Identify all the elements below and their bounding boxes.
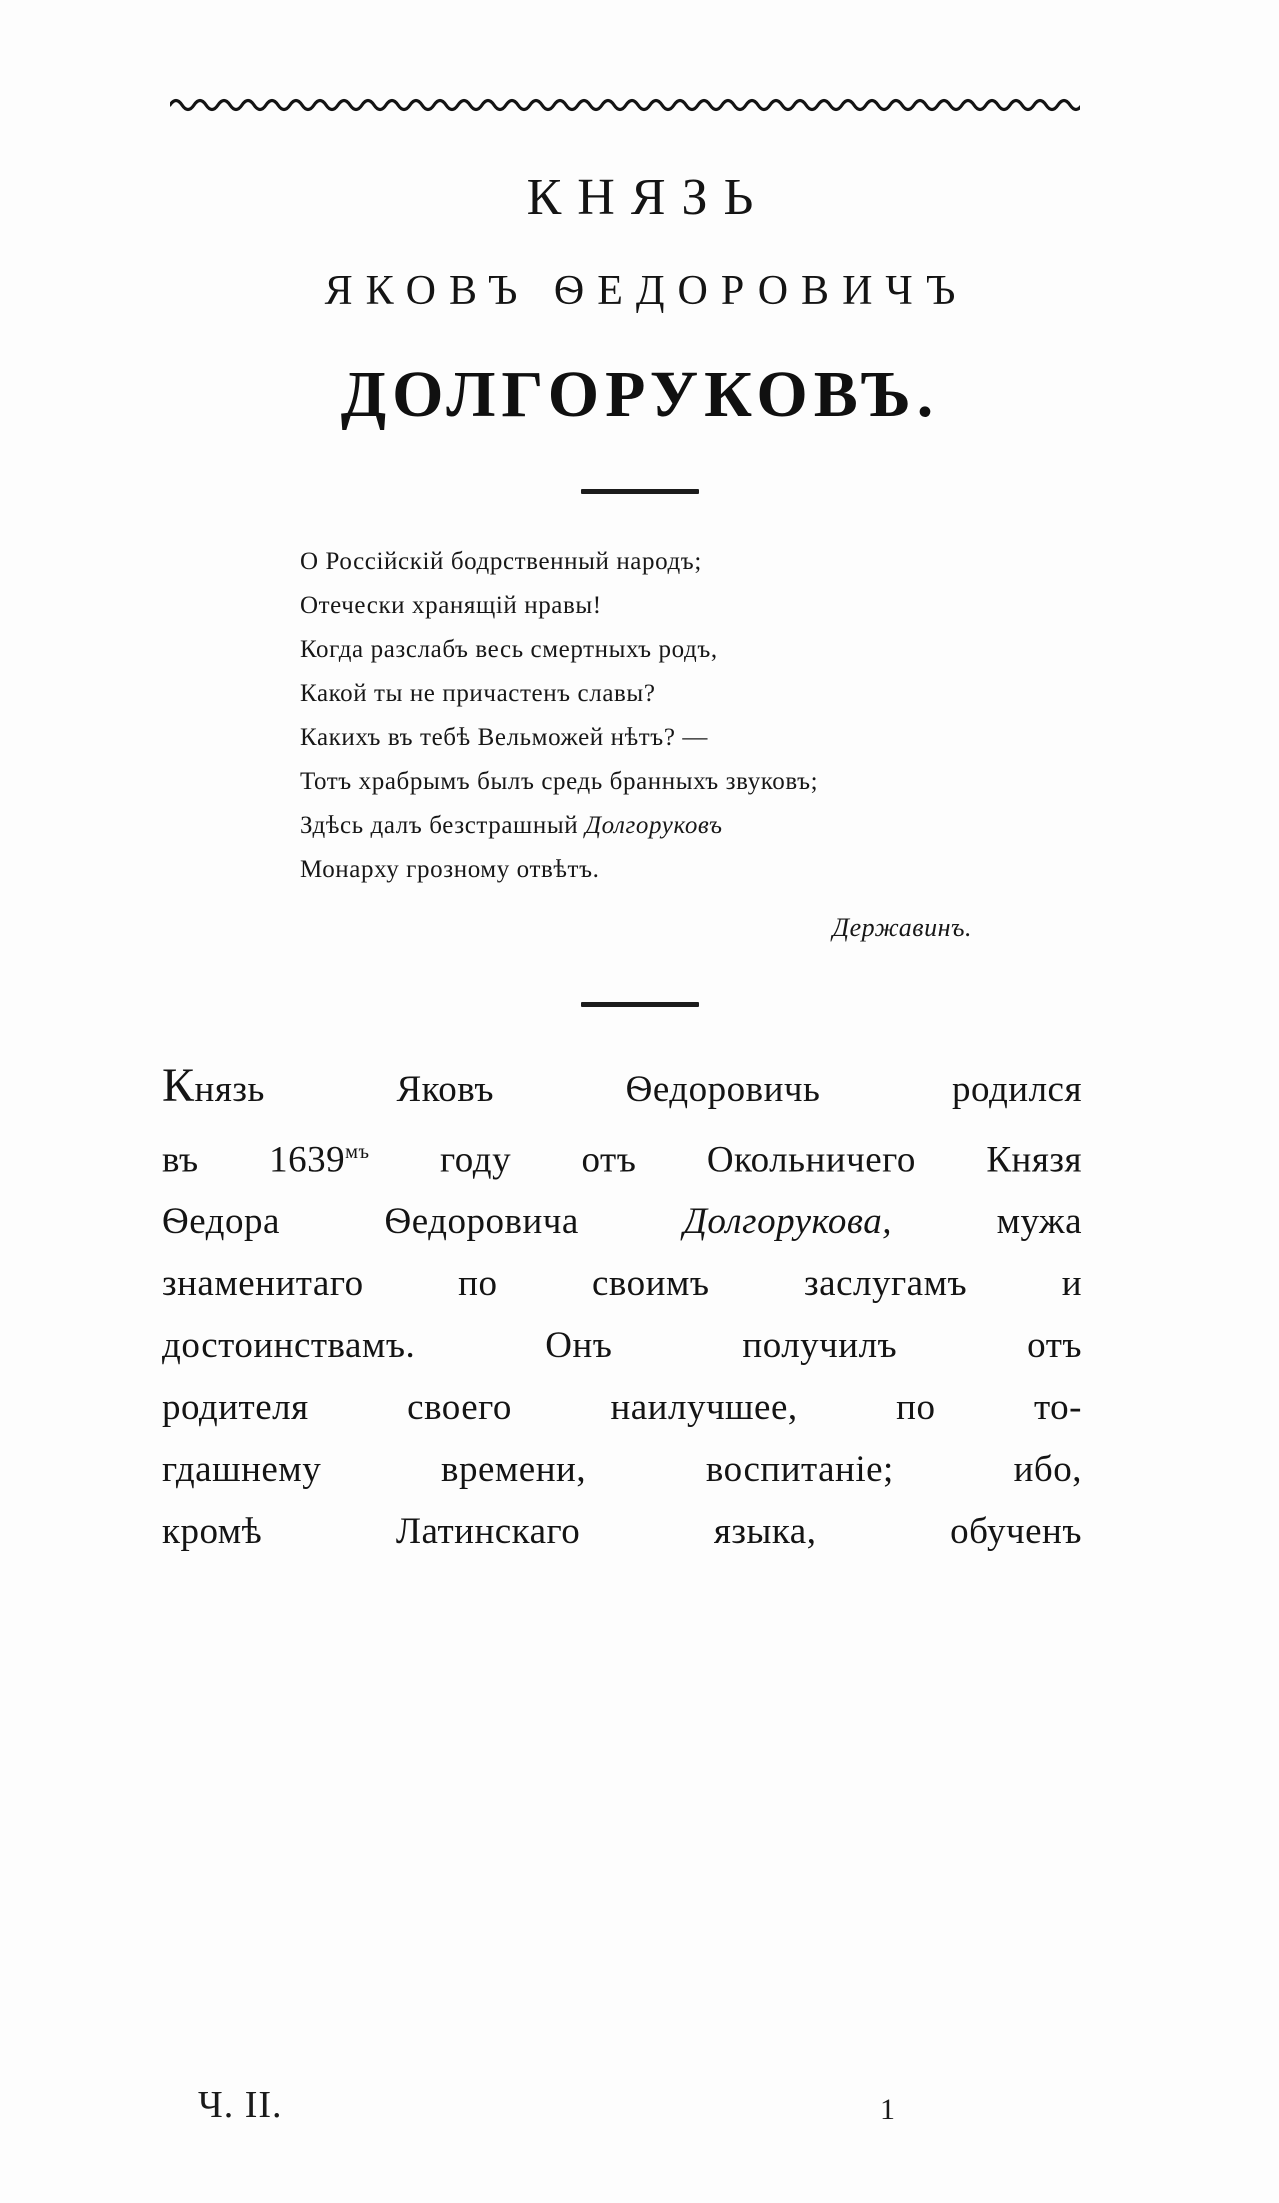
epigraph-block [300,540,1000,950]
page-number: 1 [880,2093,895,2126]
epigraph-attribution: Державинъ. [832,913,972,942]
epigraph-line: Монарху грозному отвѣтъ. [300,856,600,883]
epigraph-line: Какой ты не причастенъ славы? [300,680,656,707]
epigraph-line [300,804,1000,848]
body-line-2-b: году отъ Окольничего Князя [369,1139,1083,1181]
title-block [150,168,1130,433]
body-line-2-a: въ 1639 [162,1139,346,1181]
epigraph-line: Какихъ въ тебѣ Вельможей нѣтъ? — [300,724,708,751]
title-line-1: КНЯЗЬ [526,169,770,226]
signature-mark: Ч. II. [198,2084,283,2126]
epigraph-line: Отечески хранящій нравы! [300,592,602,619]
body-line-1-rest: нязь Яковъ Ѳедоровичь родился [194,1069,1082,1110]
wavy-rule-ornament [170,90,1080,116]
title-line-3: ДОЛГОРУКОВЪ. [340,358,940,431]
body-text [162,1055,1082,1563]
page-content [150,60,1130,1563]
body-line-1 [162,1055,1082,1121]
epigraph-line-7-pre: Здѣсь далъ безстрашный [300,812,586,839]
title-line-2: ЯКОВЪ ѲЕДОРОВИЧЪ [324,268,969,314]
epigraph-line: О Россійскій бодрственный народъ; [300,548,702,575]
epigraph-line: Тотъ храбрымъ былъ средь бранныхъ звуковъ; [300,768,819,795]
divider-rule-top [581,489,699,494]
epigraph-line: Когда разслабъ весь смертныхъ родъ, [300,636,718,663]
body-line-6: родителя своего наилучшее, по то- [162,1387,1082,1429]
body-line-5: достоинствамъ. Онъ получилъ отъ [162,1325,1082,1367]
body-line-2-superscript: мъ [345,1141,370,1163]
body-name-dolgorukova: Долгорукова, [683,1201,892,1243]
page-footer [150,2083,1129,2129]
body-line-3-b: мужа [891,1201,1082,1243]
body-line-7: гдашнему времени, воспитаніе; ибо, [162,1449,1082,1491]
body-line-3-a: Ѳедора Ѳедоровича [162,1201,684,1243]
body-line-2 [162,1121,1082,1191]
divider-rule-bottom [581,1002,699,1007]
body-line-4: знаменитаго по своимъ заслугамъ и [162,1263,1082,1305]
body-line-3 [162,1191,1082,1253]
body-line-8: кромѣ Латинскаго языка, обученъ [162,1511,1082,1553]
epigraph-name-dolgorukov: Долгоруковъ [585,812,723,839]
body-dropcap: К [162,1059,195,1112]
